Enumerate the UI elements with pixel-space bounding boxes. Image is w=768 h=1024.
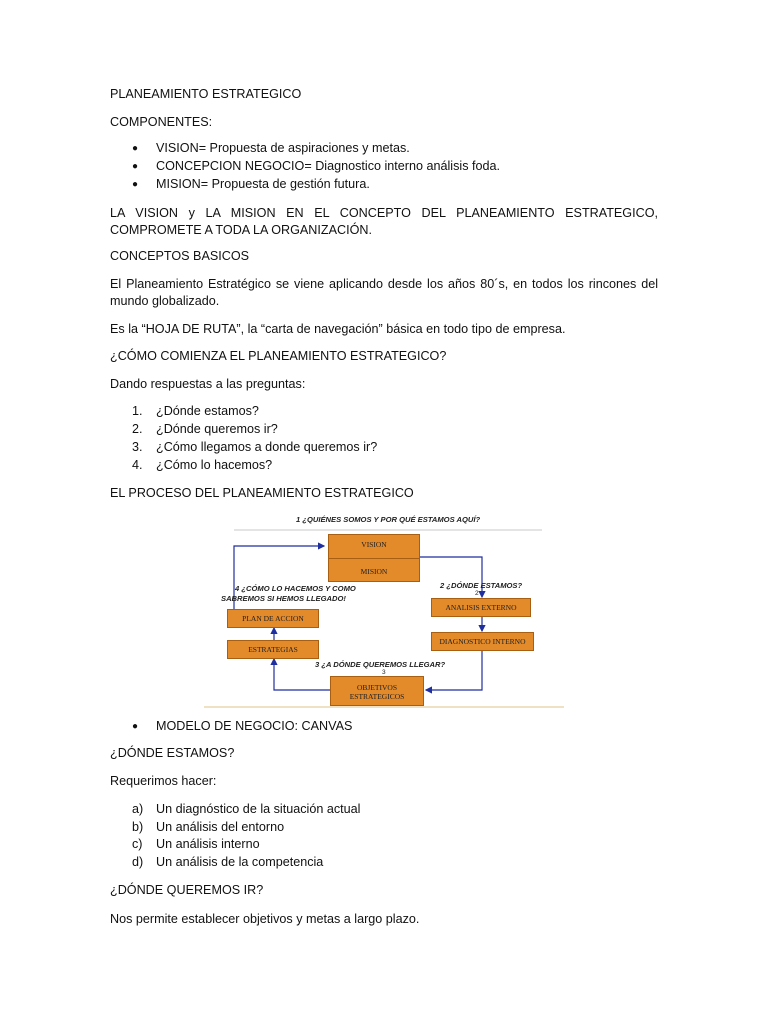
question-3-number: 3 (382, 669, 386, 676)
analisis-externo-box: ANALISIS EXTERNO (431, 598, 531, 617)
conceptos-heading: CONCEPTOS BASICOS (110, 249, 250, 263)
componentes-item: VISION= Propuesta de aspiraciones y metas. (156, 141, 410, 155)
bullet-icon: ● (132, 161, 139, 172)
donde-queremos-text: Nos permite establecer objetivos y metas a largo plazo. (110, 912, 420, 926)
analysis-item: Un diagnóstico de la situación actual (156, 802, 361, 816)
donde-estamos-heading: ¿DÓNDE ESTAMOS? (110, 746, 235, 760)
question-2-label: 2 ¿DÓNDE ESTAMOS? (440, 581, 523, 590)
list-letter: c) (132, 837, 143, 851)
question-3-label: 3 ¿A DÓNDE QUEREMOS LLEGAR? (315, 660, 446, 669)
bullet-icon: ● (132, 143, 139, 154)
donde-queremos-heading: ¿DÓNDE QUEREMOS IR? (110, 883, 264, 897)
vision-label: VISION (361, 540, 387, 549)
list-number: 3. (132, 440, 143, 454)
componentes-item: CONCEPCION NEGOCIO= Diagnostico interno análisis foda. (156, 159, 501, 173)
list-number: 4. (132, 458, 143, 472)
question-item: ¿Dónde queremos ir? (156, 422, 278, 436)
analysis-item: Un análisis de la competencia (156, 855, 324, 869)
question-4-label-line-2: SABREMOS SI HEMOS LLEGADO! (221, 594, 346, 603)
question-item: ¿Cómo llegamos a donde queremos ir? (156, 440, 378, 454)
modelo-negocio-item: MODELO DE NEGOCIO: CANVAS (156, 719, 353, 733)
componentes-heading: COMPONENTES: (110, 115, 213, 129)
estrategias-box: ESTRATEGIAS (227, 640, 319, 659)
mision-label: MISION (360, 567, 388, 576)
list-number: 1. (132, 404, 143, 418)
plan-accion-box: PLAN DE ACCION (227, 609, 319, 628)
question-4-label-line-1: 4 ¿CÓMO LO HACEMOS Y COMO (235, 584, 356, 593)
question-2-number: 2 (475, 590, 479, 597)
list-letter: a) (132, 802, 144, 816)
objetivos-estrategicos-box (330, 676, 424, 706)
vision-mision-paragraph: LA VISION y LA MISION EN EL CONCEPTO DEL PLANEAMIENTO ESTRATEGICO, COMPROMETE A TODA LA ORGANIZACIÓN. (110, 206, 658, 237)
document-title: PLANEAMIENTO ESTRATEGICO (110, 87, 302, 101)
proceso-heading: EL PROCESO DEL PLANEAMIENTO ESTRATEGICO (110, 486, 414, 500)
componentes-item: MISION= Propuesta de gestión futura. (156, 177, 370, 191)
list-letter: d) (132, 855, 144, 869)
process-diagram (204, 512, 564, 708)
donde-estamos-intro: Requerimos hacer: (110, 774, 217, 788)
conceptos-paragraph-2: Es la “HOJA DE RUTA”, la “carta de navegación” básica en todo tipo de empresa. (110, 322, 566, 336)
vision-mision-box (328, 534, 420, 582)
objetivos-line-2: ESTRATEGICOS (349, 692, 405, 701)
bullet-icon: ● (132, 721, 139, 732)
list-number: 2. (132, 422, 143, 436)
list-letter: b) (132, 820, 144, 834)
question-item: ¿Dónde estamos? (156, 404, 259, 418)
conceptos-paragraph-1: El Planeamiento Estratégico se viene aplicando desde los años 80´s, en todos los rincones del mundo globalizado. (110, 277, 658, 308)
bullet-icon: ● (132, 179, 139, 190)
diagnostico-interno-box: DIAGNOSTICO INTERNO (431, 632, 534, 651)
question-1-label: 1 ¿QUIÉNES SOMOS Y POR QUÉ ESTAMOS AQUÍ? (296, 515, 481, 524)
objetivos-line-1: OBJETIVOS (356, 683, 397, 692)
como-comienza-heading: ¿CÓMO COMIENZA EL PLANEAMIENTO ESTRATEGICO? (110, 349, 447, 363)
como-comienza-intro: Dando respuestas a las preguntas: (110, 377, 306, 391)
analysis-item: Un análisis del entorno (156, 820, 285, 834)
question-item: ¿Cómo lo hacemos? (156, 458, 273, 472)
analysis-item: Un análisis interno (156, 837, 260, 851)
